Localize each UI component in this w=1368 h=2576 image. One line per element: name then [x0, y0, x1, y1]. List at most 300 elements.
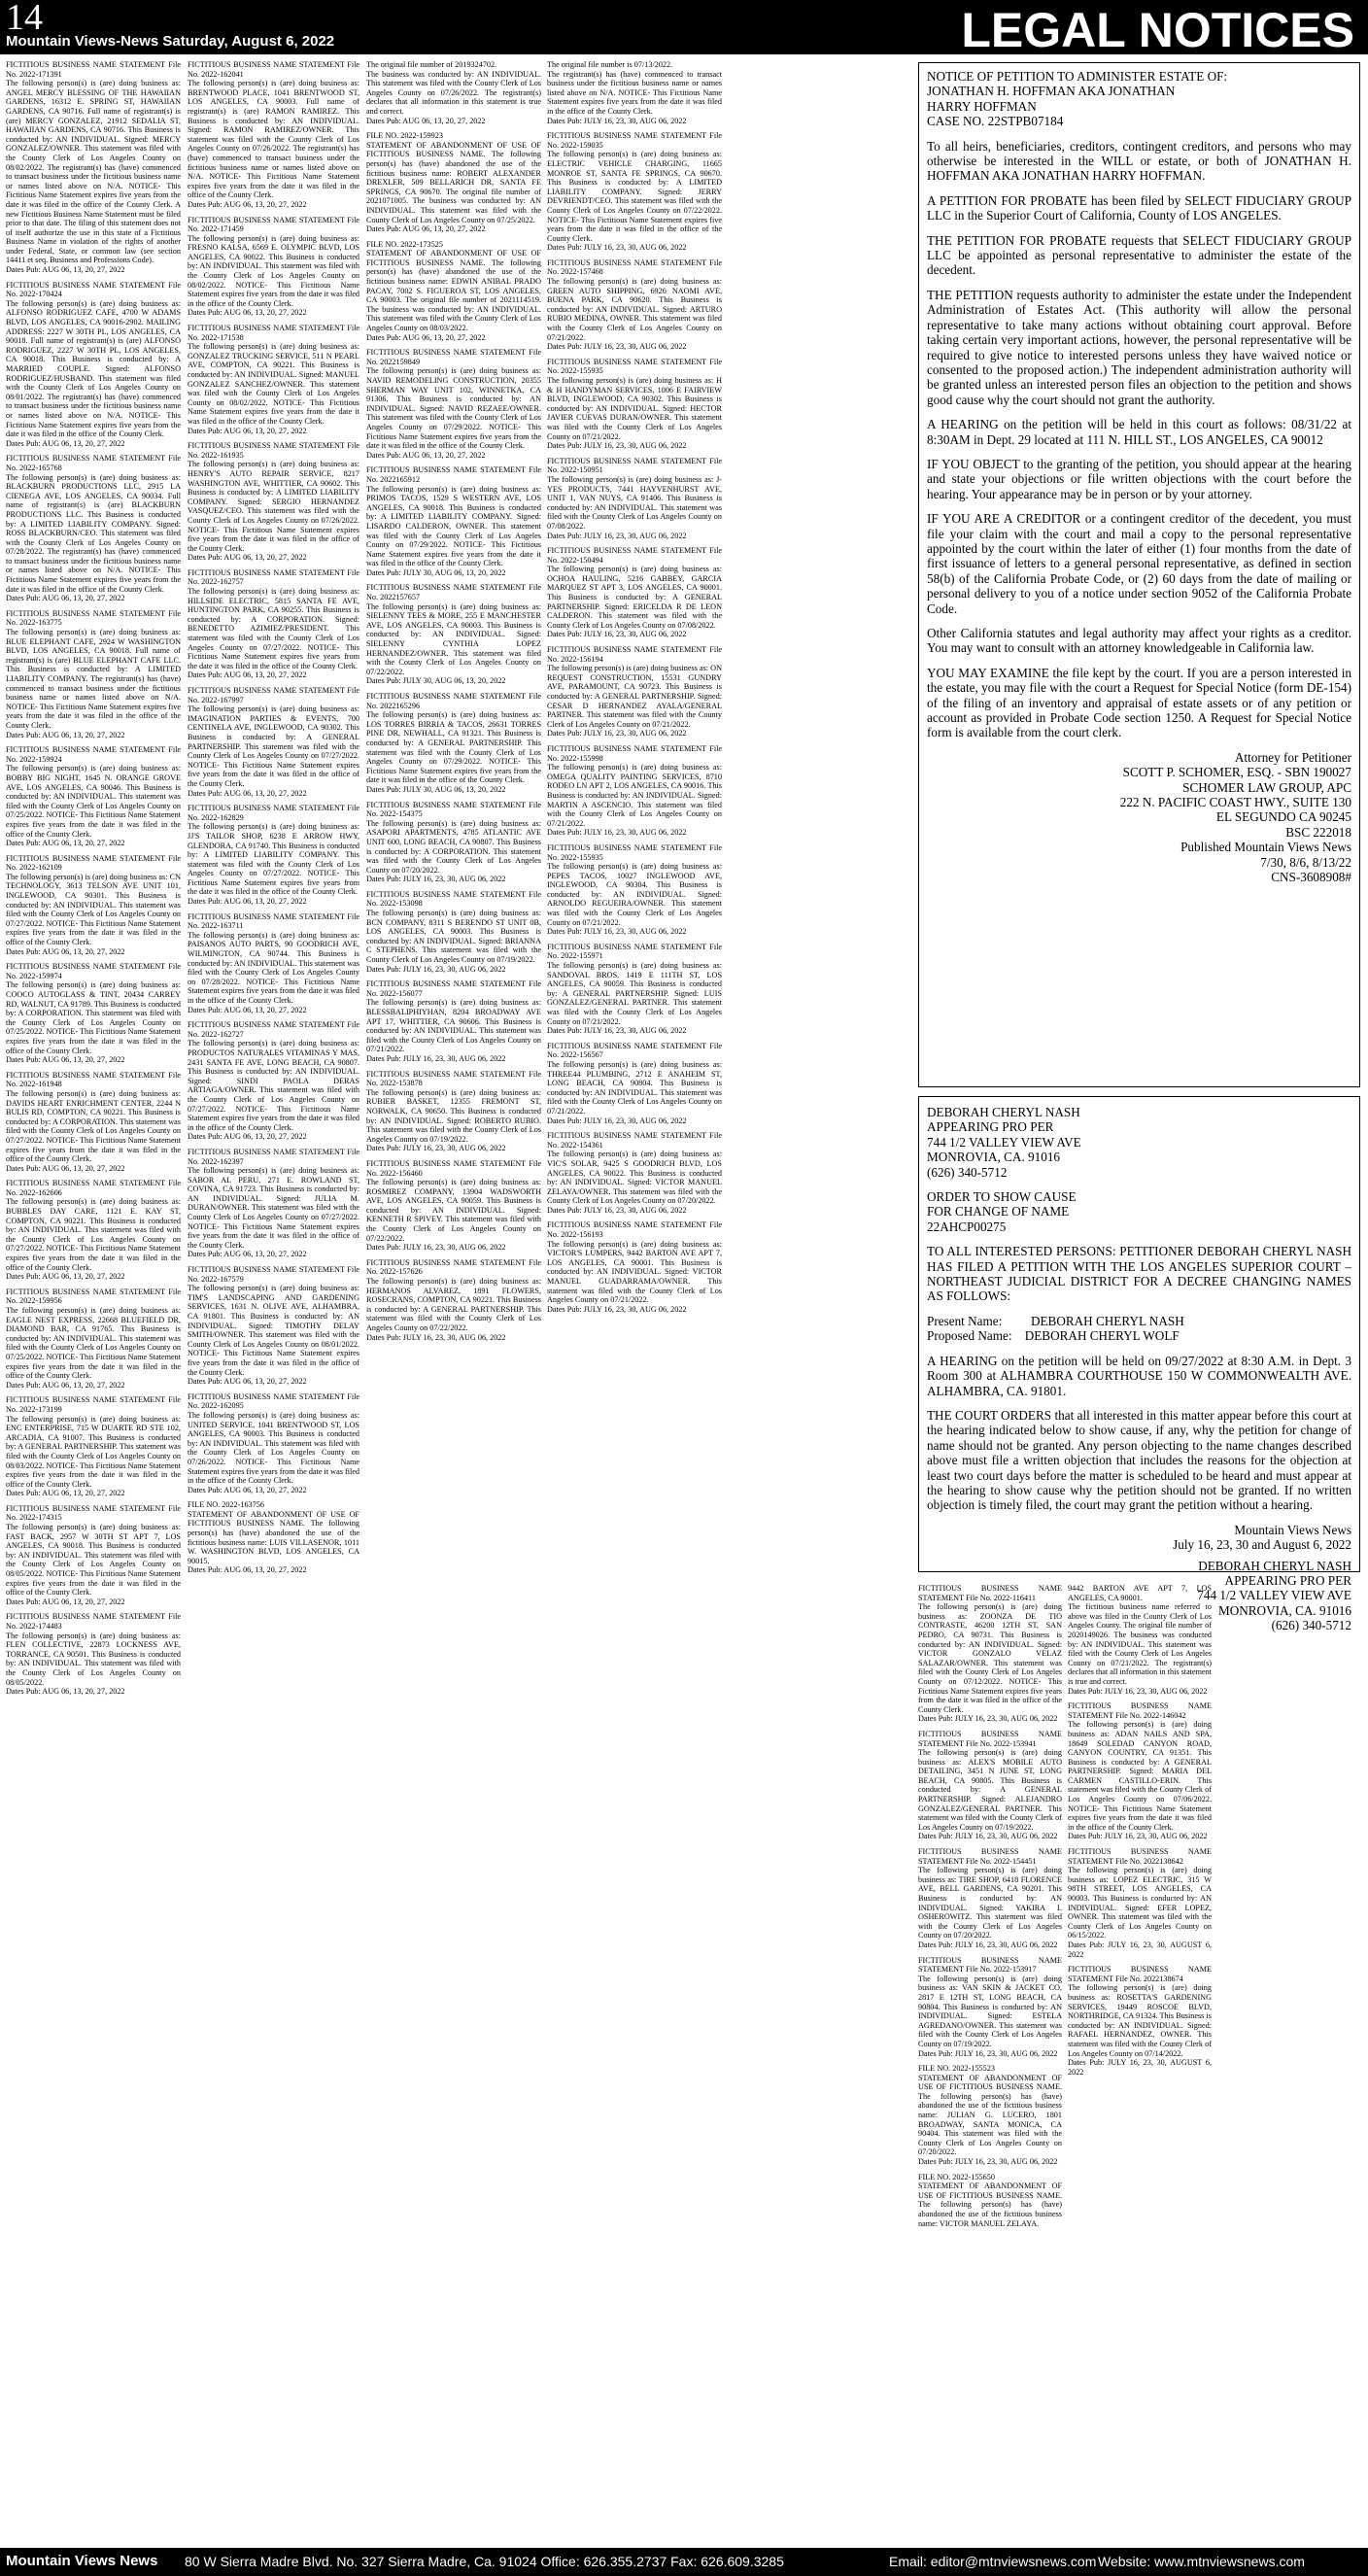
attorney-line: Attorney for Petitioner — [1234, 749, 1351, 765]
notice-file-number: FICTITIOUS BUSINESS NAME STATEMENT File No. 2022-163775 — [6, 608, 181, 628]
notice-body: The following person(s) is (are) doing business as: FRESNO KALSA, 6569 E. OLYMPIC BLVD, LOS ANGELES, CA 90022. This Business is conducted by: AN INDIVIDUAL. This statement was filed with the County Clerk of Los Angeles County on 08/02/2022. NOTICE- This Fictitious Name Statement expires five years from the date it was filed in the office of the County Clerk. — [188, 233, 359, 308]
legal-notice — [6, 854, 181, 957]
order-line: FOR CHANGE OF NAME — [927, 1204, 1070, 1219]
notice-publication-dates: Dates Pub: JULY 30, AUG 06, 13, 20, 2022 — [366, 676, 506, 686]
notice-publication-dates: Dates Pub: AUG 06, 13, 20, 27, 2022 — [188, 199, 307, 209]
legal-notice — [547, 358, 722, 451]
legal-notice — [918, 2173, 1062, 2229]
notice-body: STATEMENT OF ABANDONMENT OF USE OF FICTITIOUS BUSINESS NAME. The following person(s) has (have) abandoned the use of the fictitious business name: ROBERT ALEXANDER DREXLER, 509 BELLARICH DR, SANTA FE SPRINGS, CA 90670. The original file number of 2021071005. The business was conducted by: AN INDIVIDUAL. This statement was filed with the County Clerk of Los Angeles County on 07/25/2022. — [366, 140, 541, 224]
notice-file-number: FICTITIOUS BUSINESS NAME STATEMENT File No. 2022-155935 — [547, 357, 722, 376]
legal-notice — [6, 745, 181, 848]
notice-publication-dates: Dates Pub: AUG 06, 13, 20, 27, 2022 — [6, 438, 125, 448]
notice-body: The following person(s) is (are) doing business as: ALEX'S MOBILE AUTO DETAILING, 3451 N JUNE ST, LONG BEACH, CA 90805. This Business is conducted by: A GENERAL PARTNERSHIP. Signed: ALEJANDRO GONZALEZ/GENERAL PARTNER. This statement was filed with the County Clerk of Los Angeles County on 07/19/2022. — [918, 1748, 1062, 1832]
notice-publication-dates: Dates Pub: AUG 06, 13, 20, 27, 2022 — [188, 426, 307, 435]
attorney-line: CNS-3608908# — [1271, 870, 1351, 885]
notice-publication-dates: Dates Pub: JULY 16, 23, 30, AUG 06, 2022 — [547, 243, 687, 253]
notice-body: The following person(s) is (are) doing business as: IMAGINATION PARTIES & EVENTS, 700 CENTINELA AVE, INGLEWOOD, CA 90302. This Business is conducted by: A GENERAL PARTNERSHIP. This statement was filed with the County Clerk of Los Angeles County on 07/27/2022. NOTICE- This Fictitious Name Statement expires five years from the date it was filed in the office of the County Clerk. — [188, 704, 359, 788]
order-line: ORDER TO SHOW CAUSE — [927, 1189, 1077, 1205]
notice-file-number: FICTITIOUS BUSINESS NAME STATEMENT File No. 2022-173199 — [6, 1395, 181, 1414]
notice-publication-dates: Dates Pub: JULY 16, 23, 30, AUG 06, 2022 — [918, 1940, 1058, 1949]
notice-file-number: FICTITIOUS BUSINESS NAME STATEMENT File No. 2022-146042 — [1068, 1701, 1212, 1720]
notice-body: The following person(s) is (are) doing business as: COOCO AUTOGLASS & TINT, 20434 CARREY RD, WALNUT, CA 91789. This Business is conducted by: A CORPORATION. This statement was filed with the County Clerk of Los Angeles County on 07/25/2022. NOTICE- This Fictitious Name Statement expires five years from the date it was filed in the office of the County Clerk. — [6, 980, 181, 1055]
legal-notice — [188, 686, 359, 798]
notice-body: The following person(s) is (are) doing business as: ALFONSO RODRIGUEZ CAFE, 4700 W ADAMS BLVD, LOS ANGELES, CA 90016-2902. MAILING ADDRESS: 2227 W 30TH PL, LOS ANGELES, CA 90018. Full name of registrant(s) is (are) ALFONSO RODRIGUEZ, 2227 W 30TH PL, LOS ANGELES, CA 90018. This Business is conducted by: A MARRIED COUPLE. Signed: ALFONSO RODRIGUEZ/HUSBAND. This statement was filed with the County Clerk of Los Angeles County on 08/01/2022. The registrant(s) has (have) commenced to transact business under the fictitious business name or names listed above on N/A. NOTICE- This Fictitious Name Statement expires five years from the date it was filed in the office of the County Clerk. — [6, 298, 181, 439]
legal-notice — [366, 465, 541, 577]
notice-body: The following person(s) is (are) doing business as: SANDOVAL BROS, 1419 E 111TH ST, LOS ANGELES, CA 90059. This Business is conducted by: A GENERAL PARTNERSHIP. Signed: LUIS GONZALEZ/GENERAL PARTNER. This statement was filed with the County Clerk of Los Angeles County on 07/21/2022. — [547, 961, 722, 1026]
notice-body: STATEMENT OF ABANDONMENT OF USE OF FICTITIOUS BUSINESS NAME. The following person(s) has (have) abandoned the use of the fictitious business name: VICTOR MANUEL ZELAYA. — [918, 2181, 1062, 2228]
notice-file-number: FICTITIOUS BUSINESS NAME STATEMENT File No. 2022-156460 — [366, 1158, 541, 1178]
publication-info — [927, 1523, 1351, 1553]
notice-file-number: FICTITIOUS BUSINESS NAME STATEMENT File No. 2022-162829 — [188, 804, 359, 822]
notice-body: The following person(s) is (are) doing business as: HERMANOS ALVAREZ, 1891 FLOWERS, ROSECRANS, COMPTON, CA 90221. This Business is conducted by: A GENERAL PARTNERSHIP. This statement was filed with the County Clerk of Los Angeles County on 07/22/2022. — [366, 1277, 541, 1332]
notice-publication-dates: Dates Pub: JULY 16, 23, 30, AUG 06, 2022 — [366, 1144, 506, 1153]
page-number: 14 — [6, 0, 43, 38]
probate-title-line: NOTICE OF PETITION TO ADMINISTER ESTATE OF: — [927, 69, 1228, 84]
notice-publication-dates: Dates Pub: AUG 06, 13, 20, 27, 2022 — [188, 897, 307, 907]
notice-body: The following person(s) is (are) doing business as: BLUE ELEPHANT CAFE, 2924 W WASHINGTON BLVD, LOS ANGELES, CA 90018. Full name of registrant(s) is (are) BLUE ELEPHANT CAFE LLC. This Business is conducted by: A LIMITED LIABILITY COMPANY. The registrant(s) has (have) commenced to transact business under the fictitious business name or names listed above on N/A. NOTICE- This Fictitious Name Statement expires five years from the date it was filed in the office of the County Clerk. — [6, 628, 181, 730]
legal-notice — [366, 583, 541, 686]
notice-body: The following person(s) is (are) doing business as: ANGEL MERCY BLESSING OF THE HAWAIIAN GARDENS, 16312 E. SPRING ST, HAWAIIAN GARDENS, CA 90716. Full name of registrant(s) is (are) MERCY GONZALEZ, 21912 SEDALIA ST, HAWAIIAN GARDENS, CA 90716. This Business is conducted by: AN INDIVIDUAL. Signed: MERCY GONZALEZ/OWNER. This statement was filed with the County Clerk of Los Angeles County on 08/02/2022. The registrant(s) has (have) commenced to transact business under the fictitious business name or names listed above on N/A. NOTICE- This Fictitious Name Statement expires five years from the date it was filed in the office of the County Clerk. A new Fictitious Business Name Statement must be filed prior to that date. The filing of this statement does not of itself authorize the use in this state of a Fictitious Business Name in violation of the rights of another under Federal, State, or common law (see section 14411 et seq. Business and Professions Code). — [6, 79, 181, 265]
attorney-line: Published Mountain Views News — [1180, 840, 1351, 855]
notice-file-number: FICTITIOUS BUSINESS NAME STATEMENT File No. 2022-167997 — [188, 686, 359, 704]
notice-file-number: FICTITIOUS BUSINESS NAME STATEMENT File No. 2022-159956 — [6, 1287, 181, 1306]
notice-file-number: FICTITIOUS BUSINESS NAME STATEMENT File No. 2022-153917 — [918, 1955, 1062, 1975]
notice-file-number: FICTITIOUS BUSINESS NAME STATEMENT File No. 2022-165768 — [6, 454, 181, 472]
notice-file-number: FICTITIOUS BUSINESS NAME STATEMENT File No. 2022165912 — [366, 465, 541, 484]
notice-publication-dates: Dates Pub: AUG 06, 13, 20, 27, 2022 — [188, 553, 307, 563]
notice-publication-dates: Dates Pub: JULY 16, 23, 30, AUGUST 6, 2022 — [1068, 2058, 1212, 2077]
notice-publication-dates: Dates Pub: JULY 16, 23, 30, AUG 06, 2022 — [547, 828, 687, 838]
legal-notice — [6, 60, 181, 275]
order-case-number: 22AHCP00275 — [927, 1219, 1007, 1234]
notice-file-number: The original file number of 2019324702. — [366, 60, 497, 69]
notice-publication-dates: Dates Pub: AUG 06, 13, 20, 27, 2022 — [6, 946, 125, 956]
lower-notice-column-2 — [1068, 1584, 1212, 2546]
notice-body: The following person(s) is (are) doing business as: JJ'S TAILOR SHOP, 6238 E ARROW HWY, GLENDORA, CA 91740. This Business is conducted by: A LIMITED LIABILITY COMPANY. This statement was filed with the County Clerk of Los Angeles County on 07/27/2022. NOTICE- This Fictitious Name Statement expires five years from the date it was filed in the office of the County Clerk. — [188, 822, 359, 897]
notice-publication-dates: Dates Pub: AUG 06, 13, 20, 27, 2022 — [188, 1250, 307, 1259]
notice-file-number: FILE NO. 2022-173525 — [366, 239, 443, 249]
notice-publication-dates: Dates Pub: JULY 16, 23, 30, AUG 06, 2022 — [547, 342, 687, 352]
legal-notice — [366, 348, 541, 460]
signature-line: DEBORAH CHERYL NASH — [1198, 1558, 1351, 1573]
notice-publication-dates: Dates Pub: JULY 16, 23, 30, AUG 06, 2022 — [547, 1026, 687, 1036]
notice-publication-dates: Dates Pub: AUG 06, 13, 20, 27, 2022 — [188, 308, 307, 318]
notice-publication-dates: Dates Pub: JULY 30, AUG 06, 13, 20, 2022 — [366, 567, 506, 577]
notice-body: The following person(s) is (are) doing business as: BLACKBURN PRODUCTIONS LLC, 2915 LA CIENEGA AVE, LOS ANGELES, CA 90034. Full name of registrant(s) is (are) BLACKBURN PRODUCTIONS LLC. This Business is conducted by: A LIMITED LIABILITY COMPANY. Signed: ROSS BLACKBURN/CEO. This statement was filed with the County Clerk of Los Angeles County on 07/28/2022. The registrant(s) has (have) commenced to transact business under the fictitious business name or names listed above on N/A. NOTICE- This Fictitious Name Statement expires five years from the date it was filed in the office of the County Clerk. — [6, 472, 181, 594]
notice-file-number: FICTITIOUS BUSINESS NAME STATEMENT File No. 2022-159974 — [6, 962, 181, 980]
header-line: APPEARING PRO PER — [927, 1119, 1054, 1135]
notice-column-2 — [188, 60, 359, 2546]
legal-notice — [188, 1265, 359, 1387]
notice-file-number: FICTITIOUS BUSINESS NAME STATEMENT File No. 2022-162109 — [6, 853, 181, 873]
legal-notice — [6, 454, 181, 603]
notice-file-number: FICTITIOUS BUSINESS NAME STATEMENT File No. 2022-162095 — [188, 1391, 359, 1411]
probate-title — [927, 69, 1351, 129]
notice-publication-dates: Dates Pub: AUG 06, 13, 20, 27, 2022 — [188, 1485, 307, 1494]
notice-body: The following person(s) is (are) doing business as: ELECTRIC VEHICLE CHARGING, 11665 MONROE ST, SANTA FE SPRINGS, CA 90670. This Business is conducted by: A LIMITED LIABILITY COMPANY. Signed: JERRY DEVRIENDT/CEO. This statement was filed with the County Clerk of Los Angeles County on 07/22/2022. NOTICE- This Fictitious Name Statement expires five years from the date it was filed in the office of the County Clerk. — [547, 150, 722, 243]
notice-file-number: FICTITIOUS BUSINESS NAME STATEMENT File No. 2022-153098 — [366, 889, 541, 909]
notice-publication-dates: Dates Pub: JULY 16, 23, 30, AUG 06, 2022 — [547, 441, 687, 451]
notice-file-number: FICTITIOUS BUSINESS NAME STATEMENT File No. 2022-162606 — [6, 1179, 181, 1197]
probate-paragraph: THE PETITION FOR PROBATE requests that SELECT FIDUCIARY GROUP LLC be appointed as personal representative to administer the estate of the decedent. — [927, 232, 1351, 278]
name-change-paragraph: TO ALL INTERESTED PERSONS: PETITIONER DEBORAH CHERYL NASH HAS FILED A PETITION WITH THE LOS ANGELES SUPERIOR COURT – NORTHEAST JUDICIAL DISTRICT FOR A DECREE CHANGING NAMES AS FOLLOWS: — [927, 1244, 1351, 1304]
notice-publication-dates: Dates Pub: JULY 16, 23, 30, AUG 06, 2022 — [547, 116, 687, 125]
legal-notice — [918, 2064, 1062, 2167]
legal-notice — [188, 912, 359, 1015]
notice-file-number: FICTITIOUS BUSINESS NAME STATEMENT File No. 2022-170424 — [6, 280, 181, 299]
notice-file-number: FICTITIOUS BUSINESS NAME STATEMENT File No. 2022-161935 — [188, 441, 359, 460]
notice-body: The following person(s) is (are) doing business as: PEPES TACOS, 10027 INGLEWOOD AVE, INGLEWOOD, CA 90304. This Business is conducted by: AN INDIVIDUAL. Signed: ARNOLDO REGUEIRA/OWNER. This statement was filed with the County Clerk of Los Angeles County on 07/21/2022. — [547, 862, 722, 927]
probate-notice-box — [918, 62, 1360, 1087]
legal-notice — [366, 240, 541, 343]
notice-body: The following person(s) is (are) doing business as: OMEGA QUALITY PAINTING SERVICES, 8710 RODEO LN APT 2, LOS ANGELES, CA 90016. This Business is conducted by: AN INDIVIDUAL. Signed: MARTIN A ASCENCIO. This statement was filed with the County Clerk of Los Angeles County on 07/21/2022. — [547, 763, 722, 828]
notice-body: The following person(s) is (are) doing business as: DAVIDS HEART ENRICHMENT CENTER, 2244 N BULIS RD, COMPTON, CA 90221. This Business is conducted by: A CORPORATION. This statement was filed with the County Clerk of Los Angeles County on 07/27/2022. NOTICE- This Fictitious Name Statement expires five years from the date it was filed in the office of the County Clerk. — [6, 1088, 181, 1164]
paper-date: Mountain Views-News Saturday, August 6, 2022 — [6, 33, 335, 50]
name-change-paragraph: THE COURT ORDERS that all interested in this matter appear before this court at the hearing indicated below to show cause, if any, why the petition for change of name should not be granted. Any person objecting to the name changes described above must file a written objection that includes the reasons for the objection at least two court days before the matter is scheduled to be heard and must appear at the hearing to show cause why the petition should not be granted. If no written objection is timely filed, the court may grant the petition without a hearing. — [927, 1407, 1351, 1513]
notice-file-number: FICTITIOUS BUSINESS NAME STATEMENT File No. 2022-171391 — [6, 60, 181, 79]
notice-body: The following person(s) is (are) doing business as: NAVID REMODELING CONSTRUCTION, 20355 SHERMAN WAY UNIT 102, WINNETKA, CA 91306. This Business is conducted by: AN INDIVIDUAL. Signed: NAVID REZAEE/OWNER. This statement was filed with the County Clerk of Los Angeles County on 07/29/2022. NOTICE- This Fictitious Name Statement expires five years from the date it was filed in the office of the County Clerk. — [366, 366, 541, 451]
notice-file-number: FICTITIOUS BUSINESS NAME STATEMENT File No. 2022-161948 — [6, 1070, 181, 1089]
notice-body: The following person(s) is (are) doing business as: PRIMOS TACOS, 1529 S WESTERN AVE, LOS ANGELES, CA 90018. This Business is conducted by: A LIMITED LIABILITY COMPANY. Signed: LISARDO CALDERON, OWNER. This statement was filed with the County Clerk of Los Angeles County on 07/29/2022. NOTICE- This Fictitious Name Statement expires five years from the date it was filed in the office of the County Clerk. — [366, 484, 541, 568]
notice-publication-dates: Dates Pub: AUG 06, 13, 20, 27, 2022 — [188, 670, 307, 680]
notice-publication-dates: Dates Pub: AUG 06, 13, 20, 27, 2022 — [6, 594, 125, 603]
notice-body: The following person(s) is (are) doing business as: EAGLE NEST EXPRESS, 22668 BLUEFIELD DR, DIAMOND BAR, CA 91765. This Business is conducted by: AN INDIVIDUAL. This statement was filed with the County Clerk of Los Angeles County on 07/25/2022. NOTICE- This Fictitious Name Statement expires five years from the date it was filed in the office of the County Clerk. — [6, 1306, 181, 1381]
notice-publication-dates: Dates Pub: AUG 06, 13, 20, 27, 2022 — [188, 1132, 307, 1142]
notice-column-3 — [366, 60, 541, 2546]
probate-paragraph: THE PETITION requests authority to administer the estate under the Independent Administration of Estates Act. (This authority will allow the personal representative to take many actions without obtaining court approval. Before taking certain very important actions, however, the personal representative will be required to give notice to interested persons unless they have waived notice or consented to the proposed action.) The independent administration authority will be granted unless an interested person files an objection to the petition and shows good cause why the court should not grant the authority. — [927, 287, 1351, 407]
probate-paragraph: Other California statutes and legal authority may affect your rights as a creditor. You may want to consult with an attorney knowledgeable in California law. — [927, 626, 1351, 656]
notice-file-number: FICTITIOUS BUSINESS NAME STATEMENT File No. 2022-155998 — [547, 743, 722, 763]
notice-body: The following person(s) is (are) doing business as: GREEN AUTO SHIPPING, 6926 NAOMI AVE, BUENA PARK, CA 90620. This Business is conducted by: AN INDIVIDUAL. Signed: ARTURO RUBIO MEDINA, OWNER. This statement was filed with the County Clerk of Los Angeles County on 07/21/2022. — [547, 277, 722, 342]
legal-notice — [547, 1042, 722, 1125]
notice-file-number: FICTITIOUS BUSINESS NAME STATEMENT File No. 2022-154451 — [918, 1847, 1062, 1866]
lower-notice-column-1 — [918, 1584, 1062, 2546]
notice-publication-dates: Dates Pub: AUG 06, 13, 20, 27, 2022 — [188, 1377, 307, 1387]
notice-publication-dates: Dates Pub: JULY 16, 23, 30, AUG 06, 2022 — [366, 1243, 506, 1253]
legal-notice — [1068, 1965, 1212, 2077]
legal-notice — [547, 1220, 722, 1314]
legal-notice — [547, 744, 722, 838]
notice-publication-dates: Dates Pub: JULY 16, 23, 30, AUG 06, 2022 — [918, 1832, 1058, 1841]
notice-body: The following person(s) is (are) doing business as: ZOONZA DE TIO CONTRASTE, 46200 12TH ST, SAN PEDRO, CA 90731. This Business is conducted by: AN INDIVIDUAL. Signed: VICTOR GONZALO VELAZ SALAZAR/OWNER. This statement was filed with the County Clerk of Los Angeles County on 07/12/2022. NOTICE- This Fictitious Name Statement expires five years from the date it was filed in the office of the County Clerk. — [918, 1602, 1062, 1714]
header-line: MONROVIA, CA. 91016 — [927, 1150, 1061, 1165]
legal-notice — [188, 568, 359, 680]
notice-body: The following person(s) is (are) doing business as: FLEN COLLECTIVE, 22873 LOCKNESS AVE, TORRANCE, CA 90501. This Business is conducted by: AN INDIVIDUAL. This statement was filed with the County Clerk of Los Angeles County on 08/05/2022. — [6, 1631, 181, 1687]
legal-notice — [547, 131, 722, 253]
notice-publication-dates: Dates Pub: AUG 06, 13, 20, 27, 2022 — [188, 788, 307, 798]
probate-hearing: A HEARING on the petition will be held in this court as follows: 08/31/22 at 8:30AM in Dept. 29 located at 111 N. HILL ST., LOS ANGELES, CA 90012 — [927, 417, 1351, 447]
notice-publication-dates: Dates Pub: JULY 16, 23, 30, AUG 06, 2022 — [366, 875, 506, 884]
notice-body: The following person(s) is (are) doing business as: BUBBLES DAY CARE, 1121 E. KAY ST, COMPTON, CA 90221. This Business is conducted by: AN INDIVIDUAL. This statement was filed with the County Clerk of Los Angeles County on 07/27/2022. NOTICE- This Fictitious Name Statement expires five years from the date it was filed in the office of the County Clerk. — [6, 1197, 181, 1272]
notice-body: The following person(s) is (are) doing business as: VICTOR'S LUMPERS, 9442 BARTON AVE APT 7, LOS ANGELES, CA 90001. This Business is conducted by: AN INDIVIDUAL. Signed: VICTOR MANUEL GUADARRAMA/OWNER. This statement was filed with the County Clerk of Los Angeles County on 07/21/2022. — [547, 1239, 722, 1305]
notice-file-number: FICTITIOUS BUSINESS NAME STATEMENT File No. 2022-154375 — [366, 800, 541, 819]
notice-body: The following person(s) is (are) doing business as: J-YES PRODUCTS, 7441 HAYVENHURST AVE, UNIT 1, VAN NUYS, CA 91406. This Business is conducted by: AN INDIVIDUAL. This statement was filed with the County Clerk of Los Angeles County on 07/08/2022. — [547, 474, 722, 531]
notice-publication-dates: Dates Pub: AUG 06, 13, 20, 27, 2022 — [6, 265, 125, 275]
notice-publication-dates: Dates Pub: JULY 16, 23, 30, AUG 06, 2022 — [366, 964, 506, 974]
legal-notice — [366, 979, 541, 1063]
present-name: Present Name: DEBORAH CHERYL NASH — [927, 1313, 1184, 1328]
notice-publication-dates: Dates Pub: JULY 16, 23, 30, AUG 06, 2022 — [547, 927, 687, 937]
legal-notice — [188, 1020, 359, 1142]
legal-notice — [6, 1395, 181, 1498]
legal-notice — [188, 1392, 359, 1495]
notice-body: The following person(s) is (are) doing business as: ADAN NAILS AND SPA, 18649 SOLEDAD CANYON ROAD, CANYON COUNTRY, CA 91351. This Business is conducted by: A GENERAL PARTNERSHIP. Signed: MARIA DEL CARMEN CASTILLO-ERIN. This statement was filed with the County Clerk of Los Angeles County on 07/06/2022. NOTICE- This Fictitious Name Statement expires five years from the date it was filed in the office of the County Clerk. — [1068, 1720, 1212, 1832]
notice-publication-dates: Dates Pub: AUG 06, 13, 20, 27, 2022 — [188, 1565, 307, 1575]
notice-file-number: FILE NO. 2022-159923 — [366, 131, 443, 141]
probate-paragraph: IF YOU ARE A CREDITOR or a contingent creditor of the decedent, you must file your claim with the court and mail a copy to the personal representative appointed by the court within the later of either (1) four months from the date of first issuance of letters to a general personal representative, as defined in section 58(b) of the California Probate Code, or (2) 60 days from the date of mailing or personal delivery to you of a notice under section 9052 of the California Probate Code. — [927, 511, 1351, 616]
notice-file-number: FICTITIOUS BUSINESS NAME STATEMENT File No. 2022157657 — [366, 583, 541, 602]
legal-notice — [188, 216, 359, 319]
notice-file-number: FICTITIOUS BUSINESS NAME STATEMENT File No. 2022-162757 — [188, 567, 359, 587]
notice-file-number: FICTITIOUS BUSINESS NAME STATEMENT File No. 2022-156077 — [366, 979, 541, 998]
notice-publication-dates: Dates Pub: AUG 06, 13, 20, 27, 2022 — [188, 1005, 307, 1014]
legal-notice — [366, 1159, 541, 1253]
notice-publication-dates: Dates Pub: JULY 16, 23, 30, AUG 06, 2022 — [918, 1714, 1058, 1724]
notice-body: The following person(s) is (are) doing business as: BLESSBALIPHIYHAN, 8204 BROADWAY AVE APT 17, WHITTIER, CA 90606. This Business is conducted by: AN INDIVIDUAL. This statement was filed with the County Clerk of Los Angeles County on 07/21/2022. — [366, 998, 541, 1054]
notice-body: STATEMENT OF ABANDONMENT OF USE OF FICTITIOUS BUSINESS NAME. The following person(s) has (have) abandoned the use of the fictitious business name: JULIAN G. LUCERO, 1801 BROADWAY, SANTA MONICA, CA 90404. This statement was filed with the County Clerk of Los Angeles County on 07/20/2022. — [918, 2073, 1062, 2157]
legal-notice — [188, 60, 359, 210]
notice-body: The following person(s) is (are) doing business as: SIELENNY TEES & MORE, 255 E MANCHESTER AVE, LOS ANGELES, CA 90003. This Business is conducted by: AN INDIVIDUAL. Signed: SIELENNY CYNTHIA LOPEZ HERNANDEZ/OWNER. This statement was filed with the County Clerk of Los Angeles County on 07/22/2022. — [366, 601, 541, 676]
name-change-header — [927, 1105, 1351, 1180]
attorney-line: SCOTT P. SCHOMER, ESQ. - SBN 190027 — [1122, 765, 1351, 780]
legal-notice — [918, 1956, 1062, 2059]
notice-body: The following person(s) is (are) doing business as: ROSETTA'S GARDENING SERVICES, 19449 ROSCOE BLVD, NORTHRIDGE, CA 91324. This Business is conducted by: AN INDIVIDUAL. Signed: RAFAEL HERNANDEZ, OWNER. This statement was filed with the County Clerk of Los Angeles County on 07/14/2022. — [1068, 1983, 1212, 2058]
legal-notice — [6, 1504, 181, 1607]
legal-notice — [188, 1148, 359, 1259]
legal-notice — [1068, 1847, 1212, 1959]
notice-file-number: FICTITIOUS BUSINESS NAME STATEMENT File No. 2022-171538 — [188, 324, 359, 342]
notice-body: The following person(s) is (are) doing business as: VAN SKIN & JACKET CO, 2817 E 12TH ST, LONG BEACH, CA 90804. This Business is conducted by: AN INDIVIDUAL. Signed: ESTELA AGREDANO/OWNER. This statement was filed with the County Clerk of Los Angeles County on 07/19/2022. — [918, 1974, 1062, 2048]
notice-file-number: FICTITIOUS BUSINESS NAME STATEMENT File No. 2022-162397 — [188, 1147, 359, 1166]
legal-notice — [366, 890, 541, 974]
notice-file-number: FICTITIOUS BUSINESS NAME STATEMENT File No. 2022-162041 — [188, 60, 359, 79]
notice-publication-dates: Dates Pub: AUG 06, 13, 20, 27, 2022 — [6, 839, 125, 848]
notice-publication-dates: Dates Pub: JULY 16, 23, 30, AUG 06, 2022 — [1068, 1832, 1208, 1841]
notice-publication-dates: Dates Pub: AUG 06, 13, 20, 27, 2022 — [6, 1055, 125, 1065]
notice-body: The following person(s) is (are) doing business as: BOBBY BIG NIGHT, 1645 N. ORANGE GROVE AVE, LOS ANGELES, CA 90046. This Business is conducted by: AN INDIVIDUAL. This statement was filed with the County Clerk of Los Angeles County on 07/25/2022. NOTICE- This Fictitious Name Statement expires five years from the date it was filed in the office of the County Clerk. — [6, 764, 181, 839]
legal-notice — [918, 1730, 1062, 1841]
legal-notice — [1068, 1701, 1212, 1841]
legal-notice — [366, 60, 541, 125]
notice-body: The following person(s) is (are) doing business as: HENRY'S AUTO REPAIR SERVICE, 8217 WASHINGTON AVE, WHITTIER, CA 90602. This Business is conducted by: A LIMITED LIABILITY COMPANY. Signed: SERGIO HERNANDEZ VASQUEZ/CEO. This statement was filed with the County Clerk of Los Angeles County on 07/26/2022. NOTICE- This Fictitious Name Statement expires five years from the date it was filed in the office of the County Clerk. — [188, 460, 359, 553]
probate-attorney-block — [927, 750, 1351, 885]
footer-website[interactable]: Website: www.mtnviewsnews.com — [1098, 2554, 1305, 2569]
notice-file-number: FILE NO. 2022-155523 — [918, 2064, 995, 2074]
probate-title-line: JONATHAN H. HOFFMAN AKA JONATHAN — [927, 84, 1176, 99]
notice-body: The following person(s) is (are) doing business as: TIRE SHOP, 6418 FLORENCE AVE, BELL GARDENS, CA 90201. This Business is conducted by: AN INDIVIDUAL. Signed: YAKIRA L OSHEROWITZ. This statement was filed with the County Clerk of Los Angeles County on 07/20/2022. — [918, 1866, 1062, 1941]
signature-line: (626) 340-5712 — [1271, 1618, 1351, 1633]
notice-publication-dates: Dates Pub: AUG 06, 13, 20, 27, 2022 — [366, 450, 486, 460]
legal-notice — [6, 281, 181, 449]
notice-file-number: FICTITIOUS BUSINESS NAME STATEMENT File No. 2022-174483 — [6, 1612, 181, 1631]
notice-publication-dates: Dates Pub: JULY 16, 23, 30, AUG 06, 2022 — [366, 1053, 506, 1063]
notice-file-number: FICTITIOUS BUSINESS NAME STATEMENT File No. 2022-155935 — [547, 842, 722, 862]
notice-publication-dates: Dates Pub: AUG 06, 13, 20, 27, 2022 — [6, 1163, 125, 1173]
notice-body: The following person(s) is (are) doing business as: OCHOA HAULING, 5216 GABBEY, GARCIA MARQUEZ ST APT 3, LOS ANGELES, CA 90001. This Business is conducted by: A GENERAL PARTNERSHIP. Signed: ERICELDA R DE LEON CALDERON. This statement was filed with the County Clerk of Los Angeles County on 07/08/2022. — [547, 565, 722, 630]
footer-email[interactable]: Email: editor@mtnviewsnews.com — [889, 2554, 1097, 2569]
notice-publication-dates: Dates Pub: AUG 06, 13, 20, 27, 2022 — [366, 224, 486, 234]
notice-publication-dates: Dates Pub: JULY 16, 23, 30, AUG 06, 2022 — [366, 1332, 506, 1342]
notice-publication-dates: Dates Pub: AUG 06, 13, 20, 27, 2022 — [6, 1687, 125, 1697]
notice-file-number: FICTITIOUS BUSINESS NAME STATEMENT File No. 2022-154361 — [547, 1131, 722, 1150]
legal-notice — [188, 441, 359, 563]
footer — [0, 2548, 1368, 2576]
notice-file-number: FICTITIOUS BUSINESS NAME STATEMENT File No. 2022-155971 — [547, 942, 722, 961]
notice-file-number: FICTITIOUS BUSINESS NAME STATEMENT File No. 2022138642 — [1068, 1847, 1212, 1866]
notice-file-number: FICTITIOUS BUSINESS NAME STATEMENT File No. 2022-156567 — [547, 1041, 722, 1060]
notice-body: The following person(s) is (are) doing business as: BCN COMPANY, 8311 S BERENDO ST UNIT 0B, LOS ANGELES, CA 90003. This Business is conducted by: AN INDIVIDUAL. Signed: BRIANNA C STEPHENS. This statement was filed with the County Clerk of Los Angeles County on 07/19/2022. — [366, 909, 541, 965]
footer-address: 80 W Sierra Madre Blvd. No. 327 Sierra Madre, Ca. 91024 Office: 626.355.2737 Fax: 626.609.3285 — [185, 2554, 784, 2569]
notice-body: The following person(s) is (are) doing business as: SABOR AL PERU, 271 E. ROWLAND ST, COVINA, CA 91723. This Business is conducted by: AN INDIVIDUAL. Signed: JULIA M. DURAN/OWNER. This statement was filed with the County Clerk of Los Angeles County on 07/27/2022. NOTICE- This Fictitious Name Statement expires five years from the date it was filed in the office of the County Clerk. — [188, 1166, 359, 1250]
notice-file-number: FICTITIOUS BUSINESS NAME STATEMENT File No. 2022-171459 — [188, 215, 359, 234]
notice-publication-dates: Dates Pub: AUG 06, 13, 20, 27, 2022 — [6, 1272, 125, 1282]
notice-publication-dates: Dates Pub: JULY 16, 23, 30, AUG 06, 2022 — [918, 2157, 1058, 2167]
legal-notice — [6, 1071, 181, 1174]
notice-body: The following person(s) is (are) doing business as: LOPEZ ELECTRIC, 315 W 98TH STREET, LOS ANGELES, CA 90003. This Business is conducted by: AN INDIVIDUAL. Signed: EFER LOPEZ, OWNER. This statement was filed with the County Clerk of Los Angeles County on 06/15/2022. — [1068, 1866, 1212, 1941]
notice-publication-dates: Dates Pub: JULY 16, 23, 30, AUG 06, 2022 — [1068, 1686, 1208, 1696]
notice-publication-dates: Dates Pub: AUG 06, 13, 20, 27, 2022 — [366, 332, 486, 342]
legal-notice — [547, 943, 722, 1036]
legal-notice — [547, 258, 722, 352]
notice-publication-dates: Dates Pub: JULY 30, AUG 06, 13, 20, 2022 — [366, 784, 506, 794]
notice-file-number: FILE NO. 2022-163756 — [188, 1500, 264, 1510]
notice-file-number: The original file number is 07/13/2022. — [547, 60, 673, 69]
probate-paragraph: A PETITION FOR PROBATE has been filed by SELECT FIDUCIARY GROUP LLC in the Superior Court of California, County of LOS ANGELES. — [927, 192, 1351, 223]
attorney-line: 222 N. PACIFIC COAST HWY., SUITE 130 — [1119, 795, 1351, 810]
signature-line: APPEARING PRO PER — [1224, 1572, 1351, 1588]
notice-body: The following person(s) is (are) doing business as: PRODUCTOS NATURALES VITAMINAS Y MAS, 2431 SANTA FE AVE, LONG BEACH, CA 90807. This Business is conducted by: AN INDIVIDUAL. Signed: SINDI PAOLA DERAS ARTIAGA/OWNER. This statement was filed with the County Clerk of Los Angeles County on 07/27/2022. NOTICE- This Fictitious Name Statement expires five years from the date it was filed in the office of the County Clerk. — [188, 1039, 359, 1132]
notice-file-number: FICTITIOUS BUSINESS NAME STATEMENT File No. 2022-162727 — [188, 1020, 359, 1039]
notice-publication-dates: Dates Pub: JULY 16, 23, 30, AUG 06, 2022 — [918, 2048, 1058, 2058]
notice-body: The registrant(s) has (have) commenced to transact business under the fictitious business name or names listed above on N/A. NOTICE- This Fictitious Name Statement expires five years from the date it was filed in the office of the County Clerk. — [547, 69, 722, 116]
section-title: LEGAL NOTICES — [961, 3, 1354, 57]
signature-line: 744 1/2 VALLEY VIEW AVE — [1197, 1588, 1351, 1603]
probate-paragraph: IF YOU OBJECT to the granting of the petition, you should appear at the hearing and state your objections or file written objections with the court before the hearing. Your appearance may be in person or by your attorney. — [927, 456, 1351, 501]
notice-column-4 — [547, 60, 722, 2546]
notice-file-number: FICTITIOUS BUSINESS NAME STATEMENT File No. 2022-156194 — [547, 645, 722, 664]
notice-file-number: FICTITIOUS BUSINESS NAME STATEMENT File No. 2022-174315 — [6, 1503, 181, 1523]
notice-publication-dates: Dates Pub: AUG 06, 13, 20, 27, 2022 — [6, 1380, 125, 1390]
notice-publication-dates: Dates Pub: JULY 16, 23, 30, AUG 06, 2022 — [547, 1205, 687, 1215]
notice-body: The following person(s) is (are) doing business as: ASAPORI APARTMENTS, 4785 ATLANTIC AVE UNIT 600, LONG BEACH, CA 90807. This Business is conducted by: A CORPORATION. This statement was filed with the County Clerk of Los Angeles County on 07/20/2022. — [366, 818, 541, 875]
notice-body: The following person(s) is (are) doing business as: LOS TORRES BIRRIA & TACOS, 26631 TORRES PINE DR, NEWHALL, CA 91321. This Business is conducted by: A GENERAL PARTNERSHIP. This statement was filed with the County Clerk of Los Angeles County on 07/29/2022. NOTICE- This Fictitious Name Statement expires five years from the date it was filed in the office of the County Clerk. — [366, 710, 541, 785]
notice-body: The following person(s) is (are) doing business as: H & H HANDYMAN SERVICES, 1006 E FAIRVIEW BLVD, INGLEWOOD, CA 90302. This Business is conducted by: AN INDIVIDUAL. Signed: HECTOR JAVIER CUEVAS DURAN/OWNER. This statement was filed with the County Clerk of Los Angeles County on 07/21/2022. — [547, 376, 722, 441]
notice-publication-dates: Dates Pub: AUG 06, 13, 20, 27, 2022 — [6, 1597, 125, 1606]
notice-body: The following person(s) is (are) doing business as: ROSMIREZ COMPANY, 13904 WADSWORTH AVE, LOS ANGELES, CA 90059. This Business is conducted by: AN INDIVIDUAL. Signed: KENNETH R SPIVEY. This statement was filed with the County Clerk of Los Angeles County on 07/22/2022. — [366, 1178, 541, 1243]
legal-notice — [547, 843, 722, 937]
legal-notice — [366, 801, 541, 884]
masthead — [0, 0, 1368, 57]
probate-title-line: HARRY HOFFMAN — [927, 98, 1037, 114]
attorney-line: BSC 222018 — [1285, 824, 1351, 840]
notice-body: The following person(s) is (are) doing business as: VIC'S SOLAR, 9425 S GOODRICH BLVD, LOS ANGELES, CA 90022. This Business is conducted by: AN INDIVIDUAL. Signed: VICTOR MANUEL ZELAYA/OWNER. This statement was filed with the County Clerk of Los Angeles County on 07/20/2022. — [547, 1150, 722, 1206]
notice-publication-dates: Dates Pub: JULY 16, 23, 30, AUG 06, 2022 — [547, 1116, 687, 1125]
notice-publication-dates: Dates Pub: AUG 06, 13, 20, 27, 2022 — [6, 730, 125, 739]
notice-body: The following person(s) is (are) doing business as: ON REQUEST CONSTRUCTION, 15531 GUNDRY AVE, PARAMOUNT, CA 90723. This Business is conducted by: A GENERAL PARTNERSHIP. Signed: CESAR D HERNANDEZ AYALA/GENERAL PARTNER. This statement was filed with the County Clerk of Los Angeles County on 07/21/2022. — [547, 664, 722, 729]
notice-file-number: FICTITIOUS BUSINESS NAME STATEMENT File No. 2022-153878 — [366, 1069, 541, 1088]
notice-publication-dates: Dates Pub: JULY 16, 23, 30, AUG 06, 2022 — [547, 531, 687, 540]
legal-notice — [366, 1070, 541, 1153]
legal-notice — [6, 609, 181, 739]
publication-line: July 16, 23, 30 and August 6, 2022 — [1173, 1537, 1351, 1553]
header-line: 744 1/2 VALLEY VIEW AVE — [927, 1134, 1081, 1150]
notice-publication-dates: Dates Pub: AUG 06, 13, 20, 27, 2022 — [366, 116, 486, 125]
legal-notice — [547, 457, 722, 540]
notice-body: The following person(s) is (are) doing business as: THREE44 PLUMBING, 2712 E ANAHEIM ST, LONG BEACH, CA 90804. This Business is conducted by: AN INDIVIDUAL. This statement was filed with the County Clerk of Los Angeles County on 07/21/2022. — [547, 1059, 722, 1116]
notice-body: The fictitious business name referred to above was filed in the County Clerk of Los Angeles County. The original file number of 2020149026. The business was conducted by: AN INDIVIDUAL. This statement was filed with the County Clerk of Los Angeles County on 07/21/2022. The registrant(s) declares that all information in this statement is true and correct. — [1068, 1602, 1212, 1686]
notice-body: The following person(s) is (are) doing business as: RUBIER BASKET, 12355 FREMONT ST, NORWALK, CA 90650. This Business is conducted by: AN INDIVIDUAL. Signed: ROBERTO RUBIO. This statement was filed with the County Clerk of Los Angeles County on 07/19/2022. — [366, 1087, 541, 1144]
legal-notice — [188, 804, 359, 907]
notice-file-number: FILE NO. 2022-155650 — [918, 2172, 995, 2181]
notice-body: The following person(s) is (are) doing business as: TIM'S LANDSCAPING AND GARDENING SERVICES, 1631 N. OLIVE AVE, ALHAMBRA, CA 91801. This Business is conducted by: AN INDIVIDUAL. Signed: TIMOTHY DELAY SMITH/OWNER. This statement was filed with the County Clerk of Los Angeles County on 08/01/2022. NOTICE- This Fictitious Name Statement expires five years from the date it was filed in the office of the County Clerk. — [188, 1284, 359, 1377]
notice-body: STATEMENT OF ABANDONMENT OF USE OF FICTITIOUS BUSINESS NAME. The following person(s) has (have) abandoned the use of the fictitious business name: LUIS VILLASENOR, 1011 W. WASHINGTON BLVD, LOS ANGELES, CA 90015. — [188, 1509, 359, 1565]
notice-body: The following person(s) is (are) doing business as: UNITED SERVICE, 1041 BRENTWOOD ST, LOS ANGELES, CA 90003. This Business is conducted by: AN INDIVIDUAL. This statement was filed with the County Clerk of Los Angeles County on 07/26/2022. NOTICE- This Fictitious Name Statement expires five years from the date it was filed in the office of the County Clerk. — [188, 1410, 359, 1486]
footer-paper-name: Mountain Views News — [6, 2553, 158, 2569]
name-change-hearing: A HEARING on the petition will be held on 09/27/2022 at 8:30 A.M. in Dept. 3 Room 300 at ALHAMBRA COURTHOUSE 150 W COMMONWEALTH AVE. ALHAMBRA, CA. 91801. — [927, 1353, 1351, 1398]
notice-publication-dates: Dates Pub: JULY 16, 23, 30, AUGUST 6, 2022 — [1068, 1940, 1212, 1959]
legal-notice — [188, 324, 359, 435]
legal-notice — [547, 645, 722, 738]
proposed-name: Proposed Name: DEBORAH CHERYL WOLF — [927, 1328, 1180, 1344]
notice-publication-dates: Dates Pub: JULY 16, 23, 30, AUG 06, 2022 — [547, 1304, 687, 1314]
legal-notice — [188, 1500, 359, 1575]
legal-notice — [1068, 1584, 1212, 1696]
legal-notice — [6, 962, 181, 1065]
notice-file-number: FICTITIOUS BUSINESS NAME STATEMENT File No. 2022-159924 — [6, 745, 181, 764]
notice-publication-dates: Dates Pub: AUG 06, 13, 20, 27, 2022 — [6, 1489, 125, 1498]
notice-body: The business was conducted by: AN INDIVIDUAL. This statement was filed with the County Clerk of Los Angeles County on 07/26/2022. The registrant(s) declares that all information in this statement is true and correct. — [366, 69, 541, 116]
legal-notice — [6, 1288, 181, 1391]
notice-file-number: FICTITIOUS BUSINESS NAME STATEMENT File No. 2022-163711 — [188, 911, 359, 931]
header-line: (626) 340-5712 — [927, 1164, 1008, 1180]
legal-notice — [366, 1258, 541, 1342]
probate-paragraph: To all heirs, beneficiaries, creditors, contingent creditors, and persons who may otherwise be interested in the WILL or estate, or both of JONATHAN H. HOFFMAN AKA JONATHAN HARRY HOFFMAN. — [927, 138, 1351, 184]
notice-file-number: FICTITIOUS BUSINESS NAME STATEMENT File No. 2022-150951 — [547, 456, 722, 475]
probate-paragraph: YOU MAY EXAMINE the file kept by the court. If you are a person interested in the estate, you may file with the court a Request for Special Notice (form DE-154) of the filing of an inventory and appraisal of estate assets or of any petition or account as provided in Probate Code section 1250. A Request for Special Notice form is available from the court clerk. — [927, 665, 1351, 740]
notice-body: STATEMENT OF ABANDONMENT OF USE OF FICTITIOUS BUSINESS NAME. The following person(s) has (have) abandoned the use of the fictitious business name: EDWIN ANIBAL PRADO PACAY, 7002 S. FIGUEROA ST, LOS ANGELES, CA 90003. The original file number of 2021114519. The business was conducted by: AN INDIVIDUAL. This statement was filed with the County Clerk of Los Angeles County on 08/03/2022. — [366, 249, 541, 333]
notice-file-number: FICTITIOUS BUSINESS NAME STATEMENT File No. 2022-116411 — [918, 1584, 1062, 1602]
notice-publication-dates: Dates Pub: JULY 16, 23, 30, AUG 06, 2022 — [547, 729, 687, 738]
notice-body: The following person(s) is (are) doing business as: PAISANOS AUTO PARTS, 90 GOODRICH AVE, WILMINGTON, CA 90744. This Business is conducted by: AN INDIVIDUAL. This statement was filed with the County Clerk of Los Angeles County on 07/28/2022. NOTICE- This Fictitious Name Statement expires five years from the date it was filed in the office of the County Clerk. — [188, 930, 359, 1005]
notice-file-number: FICTITIOUS BUSINESS NAME STATEMENT File No. 2022-157626 — [366, 1257, 541, 1277]
notice-body: The following person(s) is (are) doing business as: HILLSIDE ELECTRIC, 5815 SANTA FE AVE, HUNTINGTON PARK, CA 90255. This Business is conducted by: A CORPORATION. Signed: BENEDETTO AZIMIEZ/PRESIDENT. This statement was filed with the County Clerk of Los Angeles County on 07/27/2022. NOTICE- This Fictitious Name Statement expires five years from the date it was filed in the office of the County Clerk. — [188, 587, 359, 670]
notice-file-number: FICTITIOUS BUSINESS NAME STATEMENT File No. 2022-159035 — [547, 131, 722, 150]
notice-publication-dates: Dates Pub: JULY 16, 23, 30, AUG 06, 2022 — [547, 630, 687, 639]
legal-notice — [547, 60, 722, 125]
notice-body: The following person(s) is (are) doing business as: CN TECHNOLOGY, 3613 TELSON AVE UNIT 101, INGLEWOOD, CA 90301. This Business is conducted by: AN INDIVIDUAL. This statement was filed with the County Clerk of Los Angeles County on 07/27/2022. NOTICE- This Fictitious Name Statement expires five years from the date it was filed in the office of the County Clerk. — [6, 872, 181, 947]
legal-notice — [547, 1131, 722, 1215]
legal-notice — [918, 1584, 1062, 1724]
legal-notice — [366, 131, 541, 234]
notice-body: The following person(s) is (are) doing business as: ENC ENTERPRISE, 715 W DUARTE RD STE 102, ARCADIA, CA 91007. This Business is conducted by: A GENERAL PARTNERSHIP. This statement was filed with the County Clerk of Los Angeles County on 08/03/2022. NOTICE- This Fictitious Name Statement expires five years from the date it was filed in the office of the County Clerk. — [6, 1414, 181, 1489]
notice-file-number: FICTITIOUS BUSINESS NAME STATEMENT File No. 2022-157468 — [547, 258, 722, 277]
notice-file-number: FICTITIOUS BUSINESS NAME STATEMENT File No. 2022-156193 — [547, 1220, 722, 1240]
legal-notice — [547, 546, 722, 639]
notice-file-number: FICTITIOUS BUSINESS NAME STATEMENT File No. 2022-150494 — [547, 546, 722, 565]
notice-file-number: FICTITIOUS BUSINESS NAME STATEMENT File No. 2022138674 — [1068, 1965, 1212, 1983]
signature-line: MONROVIA, CA. 91016 — [1217, 1602, 1351, 1618]
attorney-line: 7/30, 8/6, 8/13/22 — [1260, 854, 1351, 870]
notice-file-number: FICTITIOUS BUSINESS NAME STATEMENT File No. 2022159849 — [366, 348, 541, 366]
notice-body: The following person(s) is (are) doing business as: FAST BACK, 2957 W 30TH ST APT 7, LOS ANGELES, CA 90018. This Business is conducted by: AN INDIVIDUAL. This statement was filed with the County Clerk of Los Angeles County on 08/05/2022. NOTICE- This Fictitious Name Statement expires five years from the date it was filed in the office of the County Clerk. — [6, 1523, 181, 1597]
legal-notice — [6, 1612, 181, 1696]
notice-body: The following person(s) is (are) doing business as: GONZALEZ TRUCKING SERVICE, 511 N PEARL AVE, COMPTON, CA 90221. This Business is conducted by: AN INDIVIDUAL. Signed: MANUEL GONZALEZ SANCHEZ/OWNER. This statement was filed with the County Clerk of Los Angeles County on 08/02/2022. NOTICE- This Fictitious Name Statement expires five years from the date it was filed in the office of the County Clerk. — [188, 342, 359, 426]
notice-file-number: FICTITIOUS BUSINESS NAME STATEMENT File No. 2022165296 — [366, 692, 541, 710]
publication-line: Mountain Views News — [1234, 1522, 1351, 1537]
order-title — [927, 1189, 1351, 1234]
notice-body: The following person(s) is (are) doing business as: BRENTWOOD PLACE, 1041 BRENTWOOD ST, LOS ANGELES, CA 90003. Full name of registrant(s) is (are) RAMON RAMIREZ. This Business is conducted by: AN INDIVIDUAL. Signed: RAMON RAMIREZ/OWNER. This statement was filed with the County Clerk of Los Angeles County on 07/26/2022. The registrant(s) has (have) commenced to transact business under the fictitious business name or names listed above on N/A. NOTICE- This Fictitious Name Statement expires five years from the date it was filed in the office of the County Clerk. — [188, 79, 359, 200]
notice-file-number: FICTITIOUS BUSINESS NAME STATEMENT File No. 2022-167579 — [188, 1265, 359, 1284]
